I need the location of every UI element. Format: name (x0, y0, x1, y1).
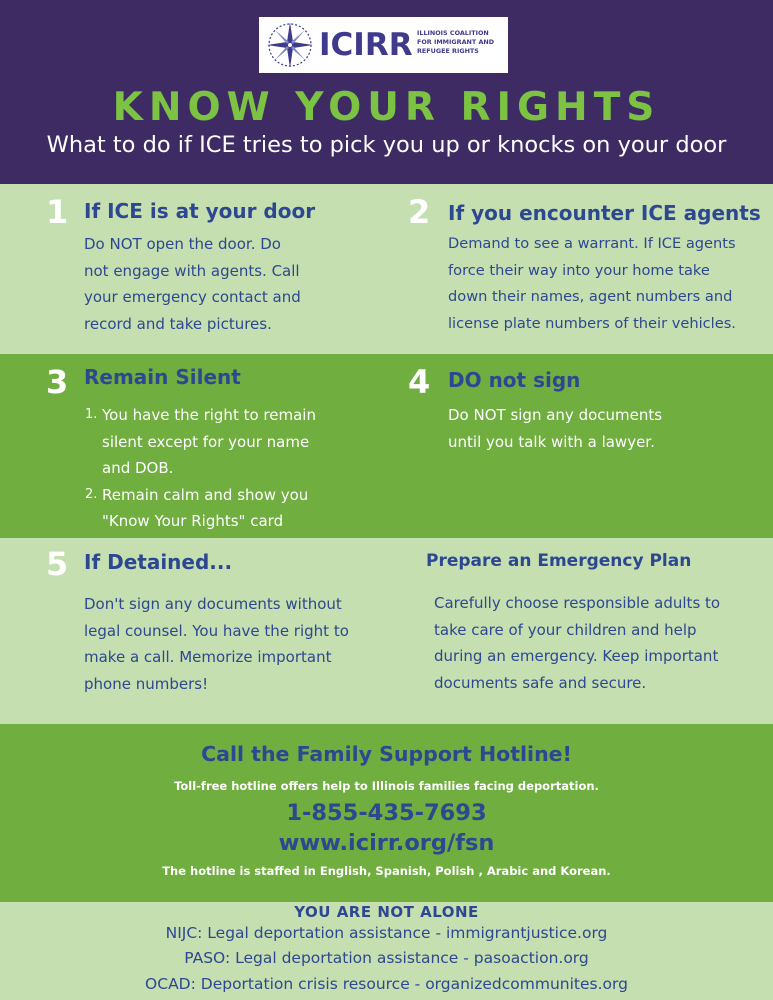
section-3-title: Remain Silent (84, 365, 241, 389)
section-1-number: 1 (46, 193, 69, 231)
section-5-text: Don't sign any documents without legal counsel. You have the right to make a call. Memorize important phone numbers! (84, 595, 349, 693)
list-item: 2. Remain calm and show you "Know Your Rights" card (85, 485, 309, 530)
section-4-number: 4 (408, 363, 431, 401)
emergency-plan-text: Carefully choose responsible adults to take care of your children and help during an emergency. Keep important documents safe and secure. (434, 594, 721, 692)
hotline-languages: The hotline is staffed in English, Spanish, Polish , Arabic and Korean. (162, 864, 611, 878)
section-1-text: Do NOT open the door. Do not engage with agents. Call your emergency contact and record and take pictures. (84, 235, 301, 333)
section-4-title: DO not sign (448, 368, 581, 392)
hotline-description: Toll-free hotline offers help to Illinois families facing deportation. (174, 779, 599, 793)
resource-ocad[interactable]: OCAD: Deportation crisis resource - organizedcommunites.org (145, 975, 628, 993)
resource-nijc[interactable]: NIJC: Legal deportation assistance - immigrantjustice.org (165, 924, 608, 942)
logo-subtitle: ILLINOIS COALITION FOR IMMIGRANT AND REFUGEE RIGHTS (417, 29, 495, 55)
icirr-logo (259, 17, 508, 73)
resource-paso[interactable]: PASO: Legal deportation assistance - pasoaction.org (184, 949, 589, 967)
section-2-text: Demand to see a warrant. If ICE agents force their way into your home take down their names, agent numbers and license plate numbers of their vehicles. (448, 235, 736, 332)
list-item: 1. You have the right to remain silent except for your name and DOB. (85, 406, 316, 477)
section-2-number: 2 (408, 193, 431, 231)
section-5-title: If Detained... (84, 550, 233, 574)
logo-name: ICIRR (319, 27, 413, 63)
section-3-list (85, 402, 316, 535)
emergency-plan-title: Prepare an Emergency Plan (426, 551, 692, 571)
section-5-number: 5 (46, 545, 69, 583)
section-2-title: If you encounter ICE agents (448, 201, 761, 225)
hotline-phone[interactable]: 1-855-435-7693 (286, 800, 487, 826)
compass-star-icon (265, 20, 315, 70)
section-4-text: Do NOT sign any documents until you talk with a lawyer. (448, 406, 663, 451)
resources-title: YOU ARE NOT ALONE (294, 903, 479, 921)
hotline-website-link[interactable]: www.icirr.org/fsn (278, 830, 495, 856)
page-title: KNOW YOUR RIGHTS (112, 85, 661, 130)
section-3-number: 3 (46, 363, 69, 401)
hotline-title: Call the Family Support Hotline! (201, 742, 572, 766)
section-1-title: If ICE is at your door (84, 199, 316, 223)
page-subtitle: What to do if ICE tries to pick you up or knocks on your door (46, 132, 727, 158)
header-banner (0, 0, 773, 184)
